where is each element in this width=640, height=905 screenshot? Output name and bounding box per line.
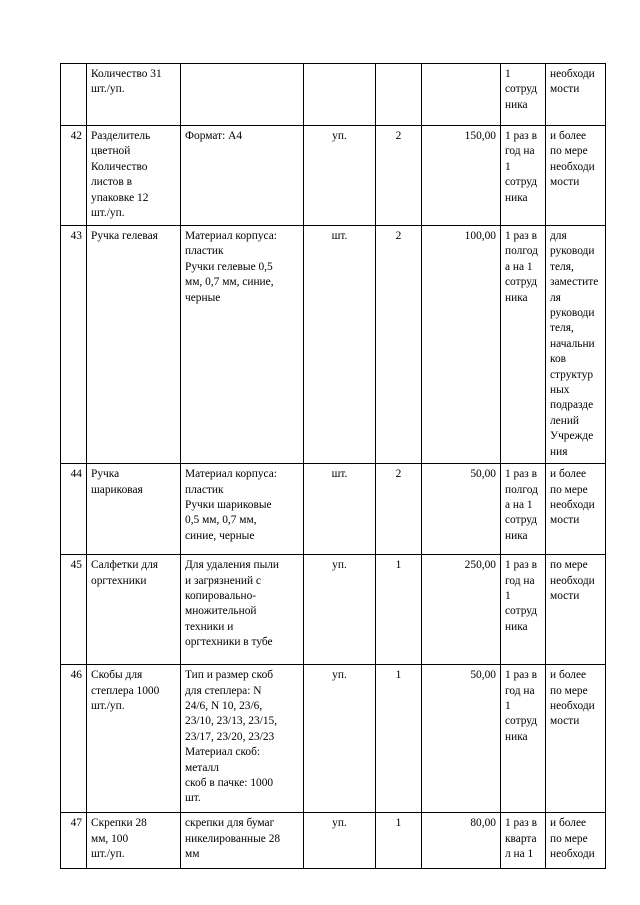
item-norm: 1 раз в год на 1 сотруд ника — [501, 555, 546, 665]
item-name: Количество 31 шт./уп. — [87, 64, 181, 126]
item-spec — [181, 64, 304, 126]
item-name: Ручка шариковая — [87, 464, 181, 555]
item-quantity: 2 — [376, 226, 422, 464]
item-note: и более по мере необходи мости — [546, 464, 606, 555]
item-unit — [304, 64, 376, 126]
item-unit: уп. — [304, 813, 376, 869]
row-number: 46 — [61, 665, 87, 813]
item-note: и более по мере необходи — [546, 813, 606, 869]
item-price: 250,00 — [422, 555, 501, 665]
item-note: и более по мере необходи мости — [546, 126, 606, 226]
item-spec: скрепки для бумаг никелированные 28 мм — [181, 813, 304, 869]
item-price: 100,00 — [422, 226, 501, 464]
table-row — [61, 226, 606, 464]
item-note: и более по мере необходи мости — [546, 665, 606, 813]
item-name: Салфетки для оргтехники — [87, 555, 181, 665]
item-name: Разделитель цветной Количество листов в упаковке 12 шт./уп. — [87, 126, 181, 226]
item-norm: 1 раз в год на 1 сотруд ника — [501, 126, 546, 226]
item-note: необходи мости — [546, 64, 606, 126]
table-row — [61, 813, 606, 869]
item-spec: Формат: А4 — [181, 126, 304, 226]
item-norm: 1 сотруд ника — [501, 64, 546, 126]
item-norm: 1 раз в полгод а на 1 сотруд ника — [501, 464, 546, 555]
item-unit: уп. — [304, 665, 376, 813]
item-norm: 1 раз в кварта л на 1 — [501, 813, 546, 869]
item-name: Скрепки 28 мм, 100 шт./уп. — [87, 813, 181, 869]
item-unit: уп. — [304, 126, 376, 226]
item-quantity: 1 — [376, 665, 422, 813]
item-name: Скобы для степлера 1000 шт./уп. — [87, 665, 181, 813]
item-quantity: 1 — [376, 813, 422, 869]
table-row — [61, 64, 606, 126]
item-price: 150,00 — [422, 126, 501, 226]
item-norm: 1 раз в год на 1 сотруд ника — [501, 665, 546, 813]
item-unit: шт. — [304, 464, 376, 555]
item-quantity: 2 — [376, 126, 422, 226]
table-row — [61, 665, 606, 813]
item-quantity: 1 — [376, 555, 422, 665]
item-quantity — [376, 64, 422, 126]
item-spec: Материал корпуса: пластик Ручки гелевые 0,5 мм, 0,7 мм, синие, черные — [181, 226, 304, 464]
item-price: 80,00 — [422, 813, 501, 869]
item-price — [422, 64, 501, 126]
row-number: 47 — [61, 813, 87, 869]
table-row — [61, 464, 606, 555]
row-number: 43 — [61, 226, 87, 464]
item-spec: Тип и размер скоб для степлера: N 24/6, N 10, 23/6, 23/10, 23/13, 23/15, 23/17, 23/20, 23/23 Материал скоб: металл скоб в пачке: 1000 шт. — [181, 665, 304, 813]
table-row — [61, 126, 606, 226]
item-note: для руководи теля, заместите ля руководи теля, начальни ков структур ных подразде лений Учрежде ния — [546, 226, 606, 464]
row-number — [61, 64, 87, 126]
item-spec: Материал корпуса: пластик Ручки шариковые 0,5 мм, 0,7 мм, синие, черные — [181, 464, 304, 555]
item-price: 50,00 — [422, 665, 501, 813]
item-spec: Для удаления пыли и загрязнений с копировально- множительной техники и оргтехники в тубе — [181, 555, 304, 665]
item-note: по мере необходи мости — [546, 555, 606, 665]
item-quantity: 2 — [376, 464, 422, 555]
item-unit: шт. — [304, 226, 376, 464]
item-norm: 1 раз в полгод а на 1 сотруд ника — [501, 226, 546, 464]
table-row — [61, 555, 606, 665]
row-number: 45 — [61, 555, 87, 665]
row-number: 44 — [61, 464, 87, 555]
item-unit: уп. — [304, 555, 376, 665]
row-number: 42 — [61, 126, 87, 226]
supplies-table — [60, 63, 606, 869]
item-name: Ручка гелевая — [87, 226, 181, 464]
item-price: 50,00 — [422, 464, 501, 555]
